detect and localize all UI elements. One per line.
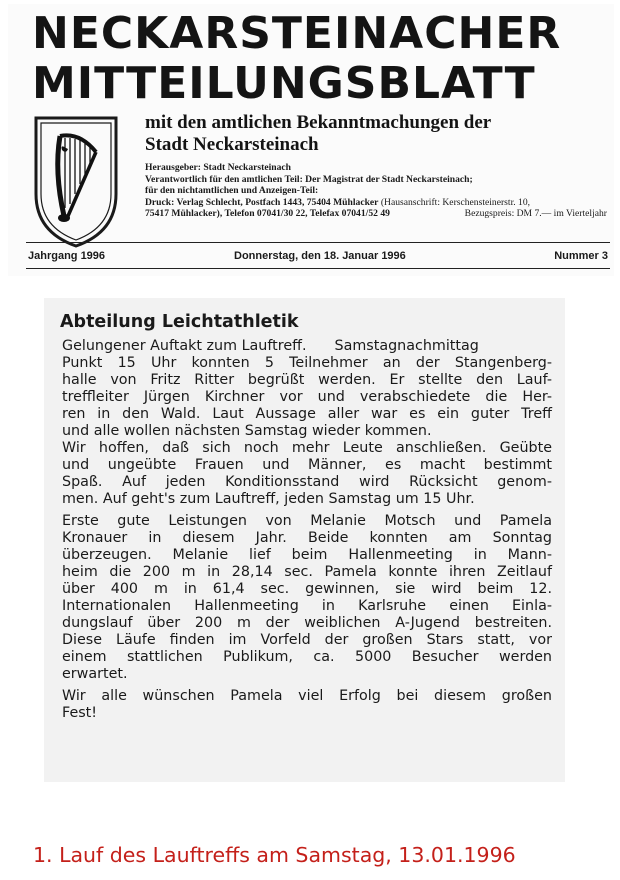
subtitle-line1: mit den amtlichen Bekanntmachungen der (145, 112, 492, 133)
article-line: halle von Fritz Ritter begrüßt werden. Er stellte den Lauf- (62, 372, 552, 388)
newspaper-subtitle (145, 112, 491, 156)
article-line: Spaß. Auf jeden Konditionsstand wird Rücksicht genom- (62, 474, 552, 490)
subtitle-line2: Stadt Neckarsteinach (145, 134, 319, 155)
article-line: treffleiter Jürgen Kirchner vor und verabschiedete die Her- (62, 389, 552, 405)
article-body (62, 338, 552, 722)
imprint-address: (Hausanschrift: Kerschensteinerstr. 10, (380, 196, 531, 208)
article-line: einem stattlichen Publikum, ca. 5000 Besucher werden (62, 649, 552, 665)
divider-bottom (26, 268, 610, 269)
newspaper-title-line1: NECKARSTEINACHER (32, 8, 562, 59)
article-line: Fest! (62, 705, 98, 721)
article-line: Wir hoffen, daß sich noch mehr Leute anschließen. Geübte (62, 440, 552, 456)
article-line: Internationalen Hallenmeeting in Karlsruhe einen Einla- (62, 598, 552, 614)
imprint-responsible: Verantwortlich für den amtlichen Teil: Der Magistrat der Stadt Neckarsteinach; (145, 173, 473, 185)
article-line: überzeugen. Melanie lief beim Hallenmeeting in Mann- (62, 547, 552, 563)
newspaper-title-line2: MITTEILUNGSBLATT (32, 58, 536, 109)
article-line: Erste gute Leistungen von Melanie Motsch und Pamela (62, 513, 552, 529)
harp-crest-icon (30, 112, 122, 250)
image-caption: 1. Lauf des Lauftreffs am Samstag, 13.01.1996 (33, 843, 516, 867)
issue-dateline (26, 247, 610, 265)
issue-volume: Jahrgang 1996 (28, 250, 106, 262)
issue-number: Nummer 3 (554, 250, 608, 262)
issue-date: Donnerstag, den 18. Januar 1996 (234, 250, 406, 262)
article-line: heim die 200 m in 28,14 sec. Pamela konnte ihren Zeitlauf (62, 564, 552, 580)
imprint-block (145, 162, 607, 220)
divider-top (26, 242, 610, 243)
article-line: Kronauer in diesem Jahr. Beide konnten am Sonntag (62, 530, 552, 546)
article-subheading: Gelungener Auftakt zum Lauftreff. (62, 338, 307, 354)
article-line (62, 338, 552, 355)
article-heading: Abteilung Leichtathletik (60, 312, 299, 332)
imprint-price: Bezugspreis: DM 7.— im Vierteljahr (464, 208, 607, 220)
article-line: Diese Läufe finden im Vorfeld der großen Stars statt, vor (62, 632, 552, 648)
article-clipping (44, 298, 565, 782)
imprint-publisher: Herausgeber: Stadt Neckarsteinach (145, 162, 292, 173)
newspaper-masthead (8, 4, 614, 276)
imprint-printer: Druck: Verlag Schlecht, Postfach 1443, 75404 Mühlacker (145, 196, 379, 208)
article-line: men. Auf geht's zum Lauftreff, jeden Samstag um 15 Uhr. (62, 491, 475, 507)
article-line: über 400 m in 61,4 sec. gewinnen, sie wird beim 12. (62, 581, 552, 597)
imprint-phone: 75417 Mühlacker), Telefon 07041/30 22, Telefax 07041/52 49 (145, 208, 390, 220)
article-line: und ungeübte Frauen und Männer, es macht bestimmt (62, 457, 552, 473)
article-line: ren in den Wald. Laut Aussage aller war es ein guter Treff (62, 406, 552, 422)
article-line: dungslauf über 200 m der weiblichen A-Jugend bestreiten. (62, 615, 552, 631)
imprint-nonofficial: für den nichtamtlichen und Anzeigen-Teil: (145, 185, 319, 197)
article-line: Wir alle wünschen Pamela viel Erfolg bei diesem großen (62, 688, 552, 704)
article-line: Punkt 15 Uhr konnten 5 Teilnehmer an der Stangenberg- (62, 355, 552, 371)
article-line: erwartet. (62, 666, 128, 682)
article-line-text: Samstagnachmittag (334, 338, 479, 354)
article-line: und alle wollen nächsten Samstag wieder kommen. (62, 423, 432, 439)
